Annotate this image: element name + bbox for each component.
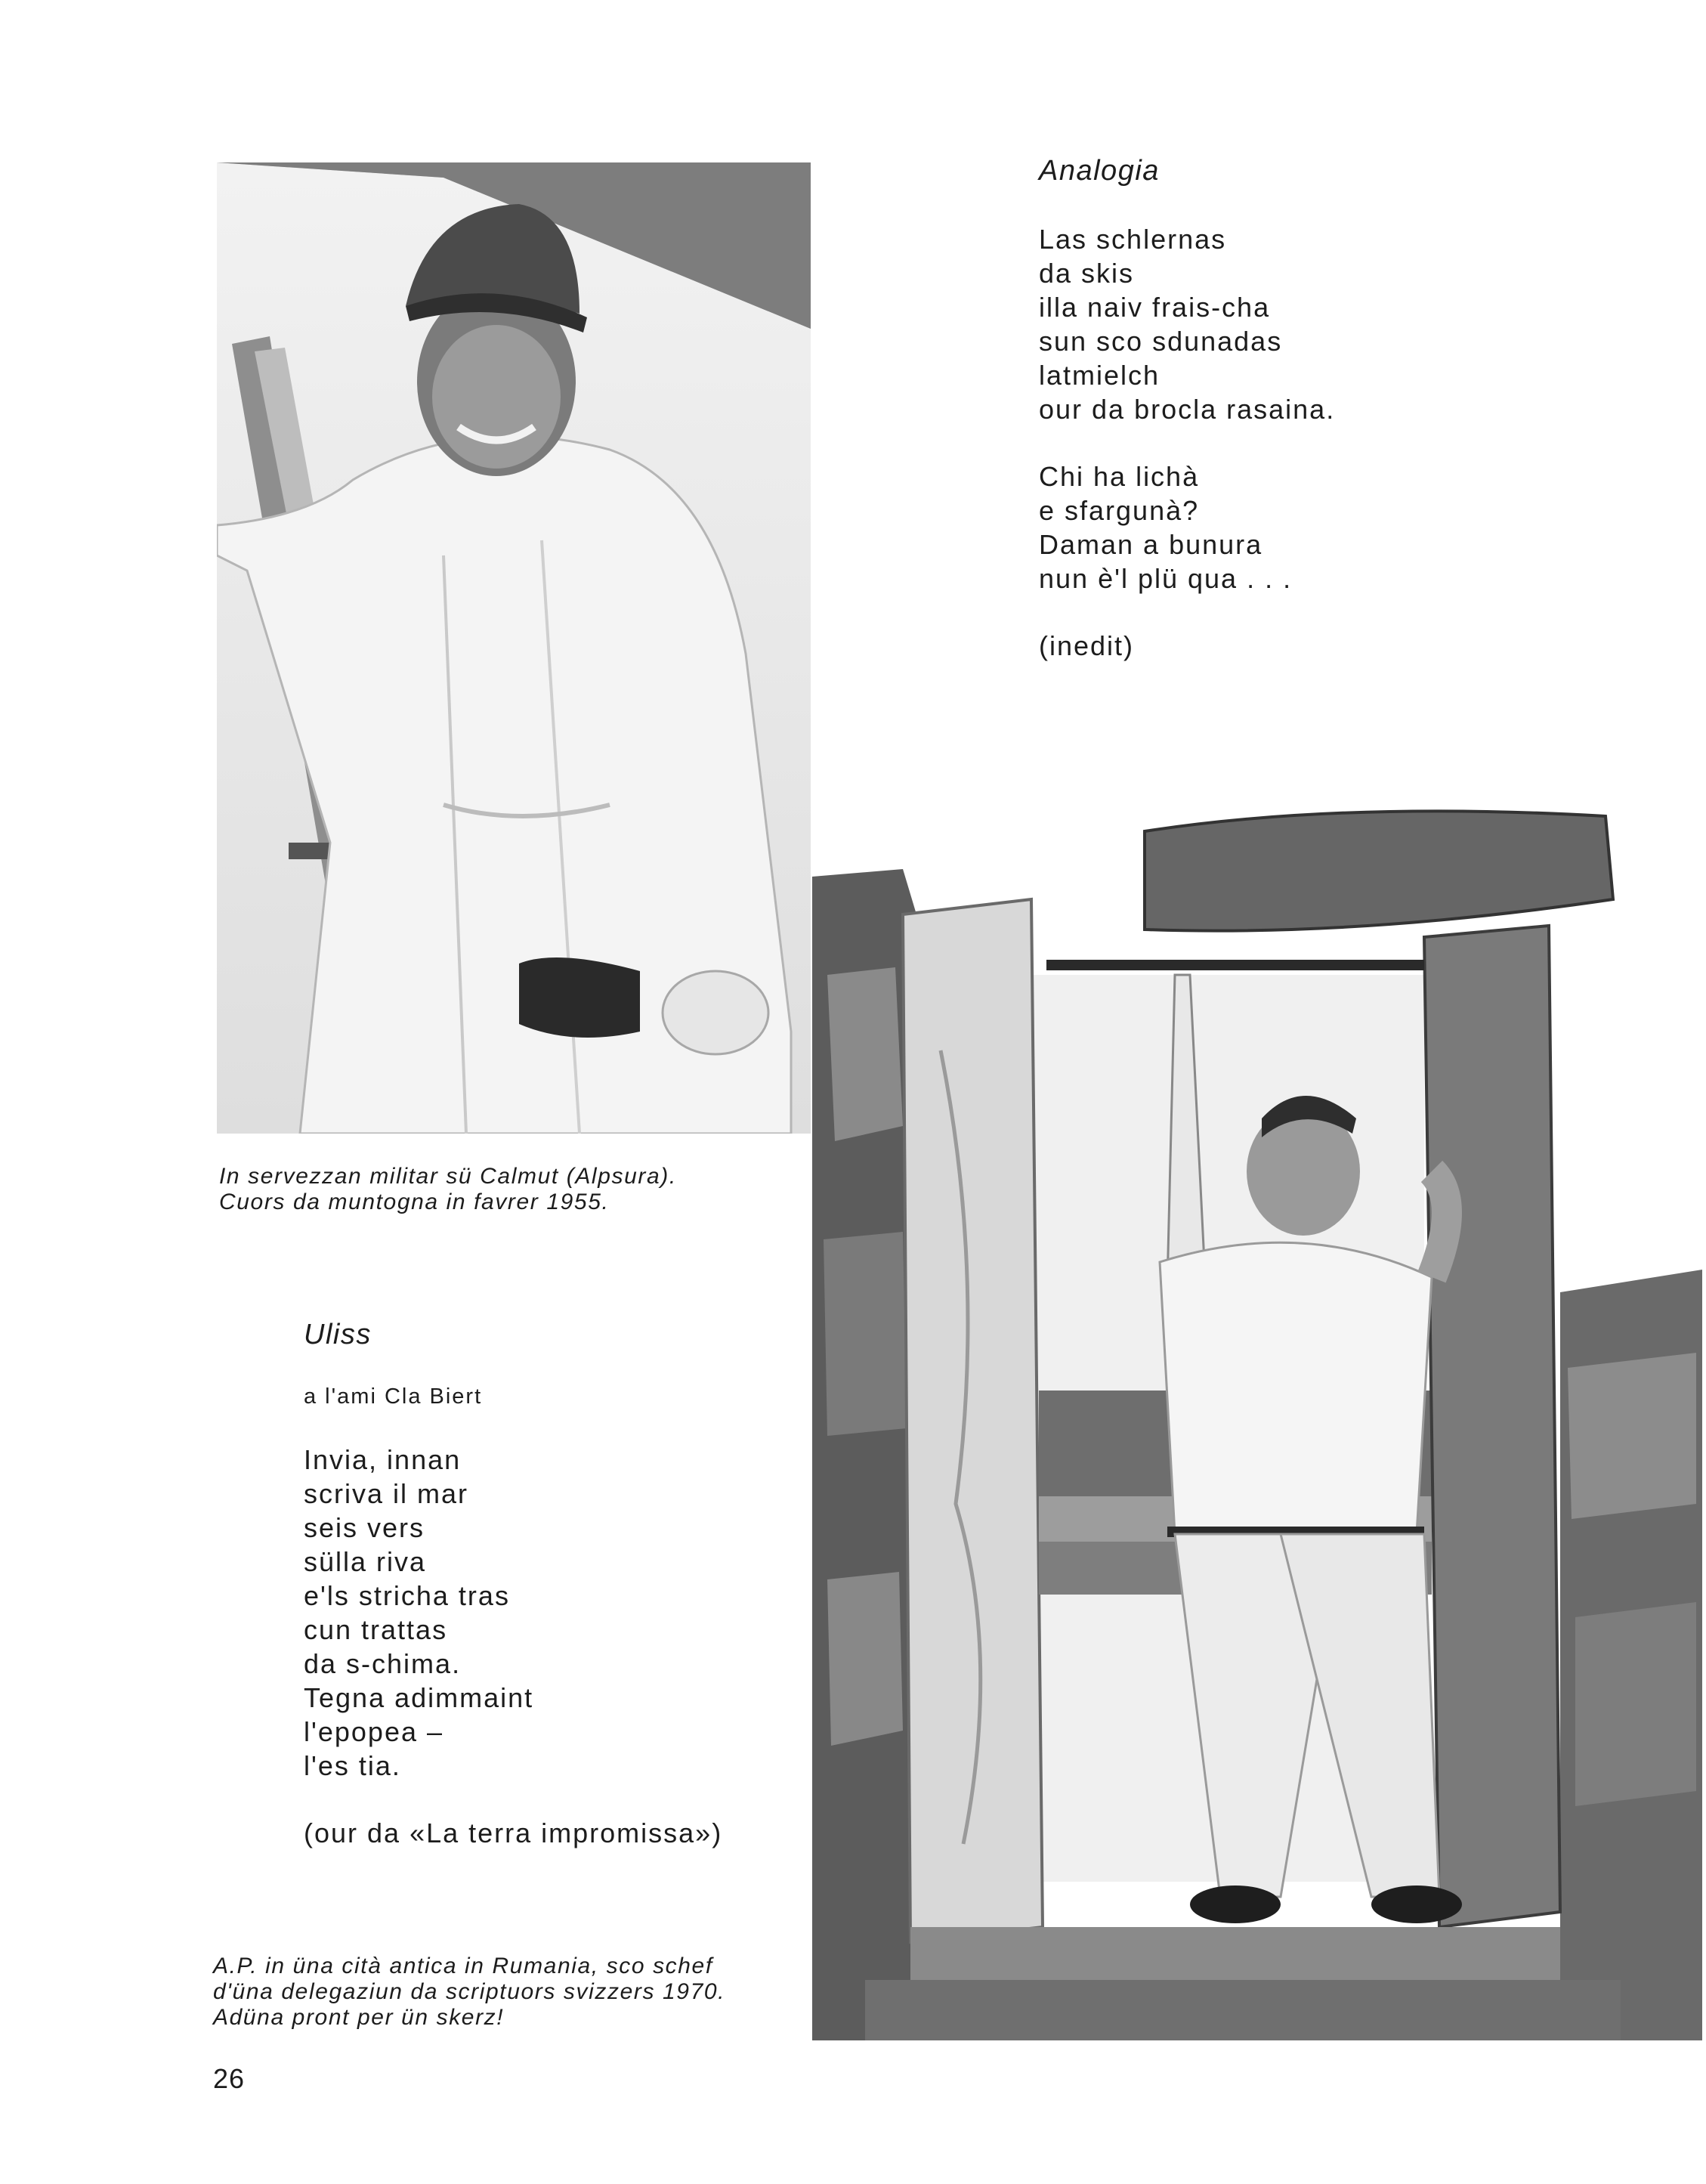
poem-line: Tegna adimmaint bbox=[304, 1682, 534, 1713]
poem-line: Invia, innan bbox=[304, 1444, 462, 1475]
poem-line: Daman a bunura bbox=[1039, 529, 1263, 560]
caption-line: A.P. in üna cità antica in Rumania, sco schef bbox=[213, 1954, 713, 1978]
poem-line: seis vers bbox=[304, 1512, 425, 1543]
caption-ruin-photo bbox=[213, 1954, 725, 2031]
poem-line: sun sco sdunadas bbox=[1039, 326, 1283, 357]
poem-title: Analogia bbox=[1039, 155, 1160, 187]
poem-stanza bbox=[1039, 222, 1432, 426]
poem-stanza bbox=[1039, 459, 1432, 595]
photo-ski-soldier bbox=[217, 162, 811, 1134]
poem-line: sülla riva bbox=[304, 1546, 427, 1577]
poem-line: Chi ha lichà bbox=[1039, 461, 1200, 492]
page-number: 26 bbox=[213, 2063, 246, 2094]
poem-line: scriva il mar bbox=[304, 1478, 469, 1509]
poem-line: illa naiv frais-cha bbox=[1039, 292, 1271, 323]
poem-line: nun è'l plü qua . . . bbox=[1039, 563, 1293, 594]
caption-line: In servezzan militar sü Calmut (Alpsura). bbox=[219, 1164, 677, 1189]
poem-source: (our da «La terra impromissa») bbox=[304, 1817, 723, 1848]
poem-analogia bbox=[1039, 155, 1432, 663]
poem-line: e'ls stricha tras bbox=[304, 1580, 510, 1611]
poem-line: cun trattas bbox=[304, 1614, 448, 1645]
poem-line: latmielch bbox=[1039, 360, 1161, 391]
caption-ski-photo bbox=[219, 1164, 677, 1215]
poem-line: Las schlernas bbox=[1039, 224, 1227, 255]
poem-stanza bbox=[304, 1443, 787, 1783]
poem-line: l'epopea – bbox=[304, 1716, 444, 1747]
poem-line: our da brocla rasaina. bbox=[1039, 394, 1336, 425]
poem-uliss bbox=[304, 1319, 787, 1850]
poem-title: Uliss bbox=[304, 1319, 372, 1350]
caption-line: Cuors da muntogna in favrer 1955. bbox=[219, 1189, 610, 1214]
caption-line: Adüna pront per ün skerz! bbox=[213, 2005, 505, 2030]
poem-source: (inedit) bbox=[1039, 630, 1135, 661]
poem-line: e sfargunà? bbox=[1039, 495, 1200, 526]
poem-line: l'es tia. bbox=[304, 1750, 401, 1781]
poem-line: da skis bbox=[1039, 258, 1135, 289]
caption-line: d'üna delegaziun da scriptuors svizzers 1970. bbox=[213, 1979, 726, 2004]
poem-dedication: a l'ami Cla Biert bbox=[304, 1384, 483, 1409]
photo-stone-doorway bbox=[812, 748, 1702, 2040]
poem-line: da s-chima. bbox=[304, 1648, 462, 1679]
